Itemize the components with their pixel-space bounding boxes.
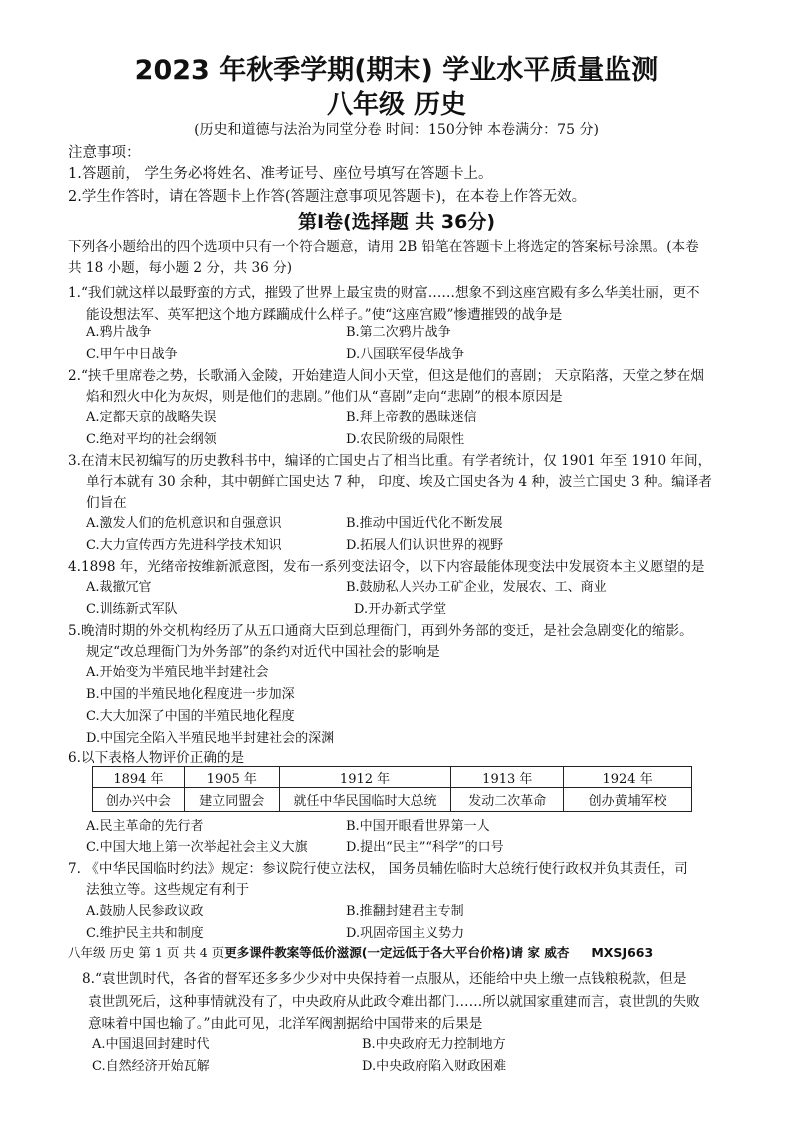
- table-cell-year: 1894 年: [93, 767, 185, 788]
- question-2-stem-line2: 焰和烈火中化为灰烬，则是他们的悲剧。”他们从“喜剧”走向“悲剧”的根本原因是: [86, 389, 563, 405]
- section-intro-line1: 下列各小题给出的四个选项中只有一个符合题意，请用 2B 铅笔在答题卡上将选定的答案标号涂黑。(本卷: [68, 239, 699, 255]
- question-3-option-c: C.大力宣传西方先进科学技术知识: [86, 538, 282, 553]
- exam-title: 2023 年秋季学期(期末) 学业水平质量监测: [134, 55, 659, 86]
- promo-text: 更多课件教案等低价滋源(一定远低于各大平台价格)请 家 威杏: [224, 945, 570, 960]
- question-6-table: [92, 766, 692, 812]
- question-5-option-c: C.大大加深了中国的半殖民地化程度: [86, 709, 295, 724]
- table-row-years: [93, 767, 692, 788]
- question-5-stem-line2: 规定“改总理衙门为外务部”的条约对近代中国社会的影响是: [86, 644, 440, 660]
- question-2-option-d: D.农民阶级的局限性: [346, 432, 465, 447]
- question-7-option-a: A.鼓励人民参政议政: [86, 904, 204, 919]
- question-5-stem-line1: 5.晚清时期的外交机构经历了从五口通商大臣到总理衙门，再到外务部的变迁，是社会急剧变化的缩影。: [68, 623, 693, 639]
- question-2-option-c: C.绝对平均的社会纲领: [86, 432, 217, 447]
- page-number: 八年级 历史 第 1 页 共 4 页: [68, 945, 225, 960]
- question-1-stem-line1: 1.“我们就这样以最野蛮的方式，摧毁了世界上最宝贵的财富……想象不到这座宫殿有多么华美壮丽，更不: [68, 285, 700, 301]
- question-2-option-b: B.拜上帝教的愚昧迷信: [346, 410, 477, 425]
- question-2-stem-line1: 2.“挟千里席卷之势，长歌涌入金陵，开始建造人间小天堂，但这是他们的喜剧； 天京陷落，天堂之梦在烟: [68, 368, 704, 384]
- page-footer: [68, 943, 653, 961]
- notes-item-2: 2.学生作答时，请在答题卡上作答(答题注意事项见答题卡)，在本卷上作答无效。: [68, 189, 587, 205]
- question-6-option-b: B.中国开眼看世界第一人: [346, 819, 490, 834]
- question-4-option-a: A.裁撤冗官: [86, 580, 152, 595]
- question-1-option-c: C.甲午中日战争: [86, 347, 178, 362]
- question-7-option-c: C.维护民主共和制度: [86, 926, 204, 941]
- question-3-stem-line2: 单行本就有 30 余种，其中朝鲜亡国史达 7 种， 印度、埃及亡国史各为 4 种，波兰亡国史 3 种。编译者: [86, 474, 712, 490]
- question-3-stem-line3: 们旨在: [86, 495, 127, 511]
- question-3-stem-line1: 3.在清末民初编写的历史教科书中，编译的亡国史占了相当比重。有学者统计，仅 1901 年至 1910 年间，: [68, 453, 712, 469]
- question-8-stem-line1: 8.“袁世凯时代，各省的督军还多多少少对中央保持着一点服从，还能给中央上缴一点钱粮税款，但是: [82, 971, 687, 987]
- question-8-option-d: D.中央政府陷入财政困难: [362, 1059, 507, 1074]
- section-intro-line2: 共 18 小题，每小题 2 分，共 36 分): [68, 260, 293, 276]
- question-6-option-a: A.民主革命的先行者: [86, 819, 204, 834]
- question-1-stem-line2: 能设想法军、英军把这个地方蹂躏成什么样子。”使“这座宫殿”惨遭摧毁的战争是: [86, 307, 563, 323]
- question-8-stem-line2: 袁世凯死后，这种事情就没有了，中央政府从此政令难出都门……所以就国家重建而言，袁世凯的失败: [88, 994, 700, 1010]
- question-4-option-b: B.鼓励私人兴办工矿企业，发展农、工、商业: [346, 580, 607, 595]
- question-7-option-d: D.巩固帝国主义势力: [346, 926, 465, 941]
- question-8-stem-line3: 意味着中国也输了。”由此可见，北洋军阀割据给中国带来的后果是: [88, 1016, 483, 1032]
- question-3-option-d: D.拓展人们认识世界的视野: [346, 538, 504, 553]
- question-3-option-a: A.激发人们的危机意识和自强意识: [86, 516, 282, 531]
- watermark-code: MXSJ663: [591, 945, 654, 960]
- question-1-option-a: A.鸦片战争: [86, 325, 152, 340]
- question-4-stem-line1: 4.1898 年，光绪帝按维新派意图，发布一系列变法诏令，以下内容最能体现变法中发展资本主义愿望的是: [68, 559, 705, 575]
- table-cell-event: 创办黄埔军校: [564, 788, 692, 812]
- question-4-option-d: D.开办新式学堂: [354, 602, 447, 617]
- exam-subtitle: 八年级 历史: [326, 90, 467, 120]
- table-cell-event: 发动二次革命: [451, 788, 564, 812]
- table-cell-event: 建立同盟会: [184, 788, 279, 812]
- section-title: 第Ⅰ卷(选择题 共 36分): [297, 211, 496, 233]
- table-row-events: [93, 788, 692, 812]
- question-7-option-b: B.推翻封建君主专制: [346, 904, 464, 919]
- notes-item-1: 1.答题前， 学生务必将姓名、准考证号、座位号填写在答题卡上。: [68, 166, 493, 182]
- exam-meta: (历史和道德与法治为同堂分卷 时间：150分钟 本卷满分：75 分): [194, 122, 599, 138]
- question-7-stem-line1: 7. 《中华民国临时约法》规定：参议院行使立法权， 国务员辅佐临时大总统行使行政权并负其责任，司: [68, 861, 688, 877]
- notes-heading: 注意事项：: [68, 145, 141, 161]
- question-5-option-a: A.开始变为半殖民地半封建社会: [86, 665, 269, 680]
- question-1-option-b: B.第二次鸦片战争: [346, 325, 451, 340]
- table-cell-year: 1905 年: [184, 767, 279, 788]
- question-5-option-b: B.中国的半殖民地化程度进一步加深: [86, 687, 295, 702]
- question-3-option-b: B.推动中国近代化不断发展: [346, 516, 503, 531]
- question-8-option-a: A.中国退回封建时代: [92, 1037, 210, 1052]
- question-6-option-c: C.中国大地上第一次举起社会主义大旗: [86, 840, 308, 855]
- question-6-option-d: D.提出“民主”“科学”的口号: [346, 840, 504, 855]
- question-8-option-b: B.中央政府无力控制地方: [362, 1037, 506, 1052]
- question-7-stem-line2: 法独立等。这些规定有利于: [86, 882, 250, 898]
- table-cell-event: 创办兴中会: [93, 788, 185, 812]
- question-5-option-d: D.中国完全陷入半殖民地半封建社会的深渊: [86, 731, 335, 746]
- question-1-option-d: D.八国联军侵华战争: [346, 347, 465, 362]
- table-cell-year: 1913 年: [451, 767, 564, 788]
- table-cell-event: 就任中华民国临时大总统: [279, 788, 451, 812]
- question-8-option-c: C.自然经济开始瓦解: [92, 1059, 210, 1074]
- table-cell-year: 1924 年: [564, 767, 692, 788]
- question-6-stem-line1: 6.以下表格人物评价正确的是: [68, 750, 245, 766]
- table-cell-year: 1912 年: [279, 767, 451, 788]
- question-4-option-c: C.训练新式军队: [86, 602, 178, 617]
- question-2-option-a: A.定都天京的战略失误: [86, 410, 217, 425]
